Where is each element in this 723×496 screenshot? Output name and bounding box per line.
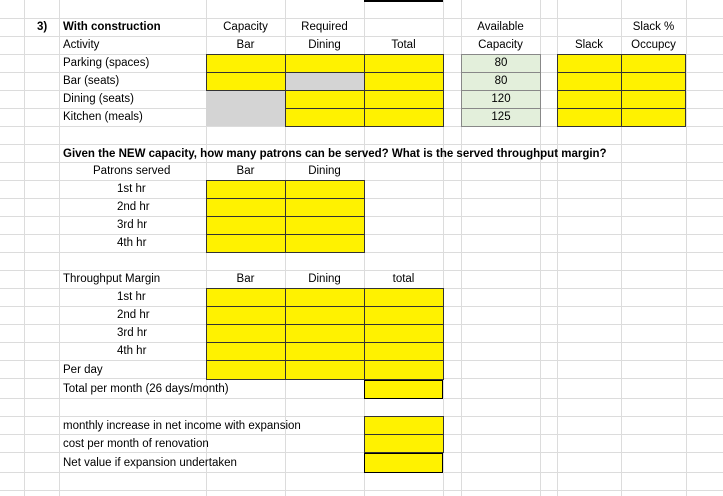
throughput-total-cell[interactable] — [364, 288, 444, 307]
patrons-hour-label: 1st hr — [117, 183, 146, 195]
per-month-total-cell[interactable] — [364, 380, 443, 399]
dining-total-cell[interactable] — [364, 90, 444, 109]
patrons-bar-cell[interactable] — [206, 216, 286, 235]
patrons-dining-cell[interactable] — [285, 216, 365, 235]
row-label-parking: Parking (spaces) — [63, 57, 150, 69]
bar-slack-cell[interactable] — [557, 72, 622, 91]
patrons-hour-label: 4th hr — [117, 237, 147, 249]
throughput-bar-cell[interactable] — [206, 342, 286, 361]
throughput-bar-header: Bar — [236, 273, 255, 285]
total-header: Total — [391, 39, 416, 51]
required-header: Required — [301, 21, 348, 33]
patrons-bar-cell[interactable] — [206, 198, 286, 217]
slack-header: Slack — [574, 39, 604, 51]
throughput-margin-label: Throughput Margin — [63, 273, 161, 285]
required-dining-header: Dining — [308, 39, 341, 51]
patrons-hour-label: 2nd hr — [117, 201, 150, 213]
dining-dining-cell[interactable] — [285, 90, 365, 109]
throughput-bar-cell[interactable] — [206, 288, 286, 307]
per-month-label: Total per month (26 days/month) — [63, 383, 229, 395]
per-day-dining-cell[interactable] — [285, 360, 365, 380]
parking-slack-cell[interactable] — [557, 54, 622, 73]
patrons-bar-cell[interactable] — [206, 234, 286, 253]
occupancy-header: Occupcy — [631, 39, 676, 51]
bar-dining-disabled-cell — [286, 73, 364, 90]
throughput-dining-cell[interactable] — [285, 306, 365, 325]
available-capacity-header: Capacity — [478, 39, 523, 51]
slack-pct-header: Slack % — [632, 21, 675, 33]
patrons-hour-label: 3rd hr — [117, 219, 148, 231]
throughput-total-header: total — [392, 273, 415, 285]
parking-bar-cell[interactable] — [206, 54, 286, 73]
per-day-label: Per day — [63, 364, 103, 376]
top-border — [364, 0, 443, 2]
throughput-dining-cell[interactable] — [285, 342, 365, 361]
kitchen-total-cell[interactable] — [364, 108, 444, 127]
throughput-hour-label: 3rd hr — [117, 327, 148, 339]
parking-total-cell[interactable] — [364, 54, 444, 73]
capacity-header: Capacity — [223, 21, 268, 33]
throughput-total-cell[interactable] — [364, 306, 444, 325]
throughput-bar-cell[interactable] — [206, 324, 286, 343]
activity-label: Activity — [63, 39, 100, 51]
monthly-increase-label: monthly increase in net income with expansion — [63, 420, 301, 432]
throughput-total-cell[interactable] — [364, 324, 444, 343]
kitchen-slack-cell[interactable] — [557, 108, 622, 127]
question-text: Given the NEW capacity, how many patrons can be served? What is the served throughput margin? — [63, 148, 607, 160]
row-label-dining: Dining (seats) — [63, 93, 134, 105]
kitchen-available-cell[interactable]: 125 — [461, 108, 541, 127]
throughput-hour-label: 4th hr — [117, 345, 147, 357]
dining-available-cell[interactable]: 120 — [461, 90, 541, 109]
patrons-dining-cell[interactable] — [285, 198, 365, 217]
dining-slack-cell[interactable] — [557, 90, 622, 109]
patrons-bar-cell[interactable] — [206, 180, 286, 199]
parking-available-cell[interactable]: 80 — [461, 54, 541, 73]
throughput-dining-cell[interactable] — [285, 288, 365, 307]
bar-total-cell[interactable] — [364, 72, 444, 91]
throughput-hour-label: 2nd hr — [117, 309, 150, 321]
throughput-total-cell[interactable] — [364, 342, 444, 361]
patrons-dining-header: Dining — [308, 165, 341, 177]
dining-slackpct-cell[interactable] — [621, 90, 686, 109]
section-number: 3) — [37, 21, 48, 33]
per-day-total-cell[interactable] — [364, 360, 444, 380]
patrons-dining-cell[interactable] — [285, 234, 365, 253]
net-value-label: Net value if expansion undertaken — [63, 457, 237, 469]
section-title: With construction — [63, 21, 161, 33]
bar-slackpct-cell[interactable] — [621, 72, 686, 91]
net-value-cell[interactable] — [364, 453, 443, 473]
patrons-bar-header: Bar — [236, 165, 255, 177]
bar-available-cell[interactable]: 80 — [461, 72, 541, 91]
parking-dining-cell[interactable] — [285, 54, 365, 73]
per-day-bar-cell[interactable] — [206, 360, 286, 380]
parking-slackpct-cell[interactable] — [621, 54, 686, 73]
row-label-kitchen: Kitchen (meals) — [63, 111, 143, 123]
throughput-dining-header: Dining — [308, 273, 341, 285]
bar-bar-cell[interactable] — [206, 72, 286, 91]
patrons-served-label: Patrons served — [93, 165, 171, 177]
throughput-hour-label: 1st hr — [117, 291, 146, 303]
dining-kitchen-bar-disabled-cell — [206, 91, 285, 126]
throughput-bar-cell[interactable] — [206, 306, 286, 325]
cost-renovation-label: cost per month of renovation — [63, 438, 209, 450]
patrons-dining-cell[interactable] — [285, 180, 365, 199]
kitchen-dining-cell[interactable] — [285, 108, 365, 127]
monthly-increase-cell[interactable] — [364, 416, 444, 435]
kitchen-slackpct-cell[interactable] — [621, 108, 686, 127]
cost-renovation-cell[interactable] — [364, 434, 444, 453]
capacity-bar-header: Bar — [236, 39, 255, 51]
throughput-dining-cell[interactable] — [285, 324, 365, 343]
available-header: Available — [477, 21, 524, 33]
row-label-bar: Bar (seats) — [63, 75, 120, 87]
